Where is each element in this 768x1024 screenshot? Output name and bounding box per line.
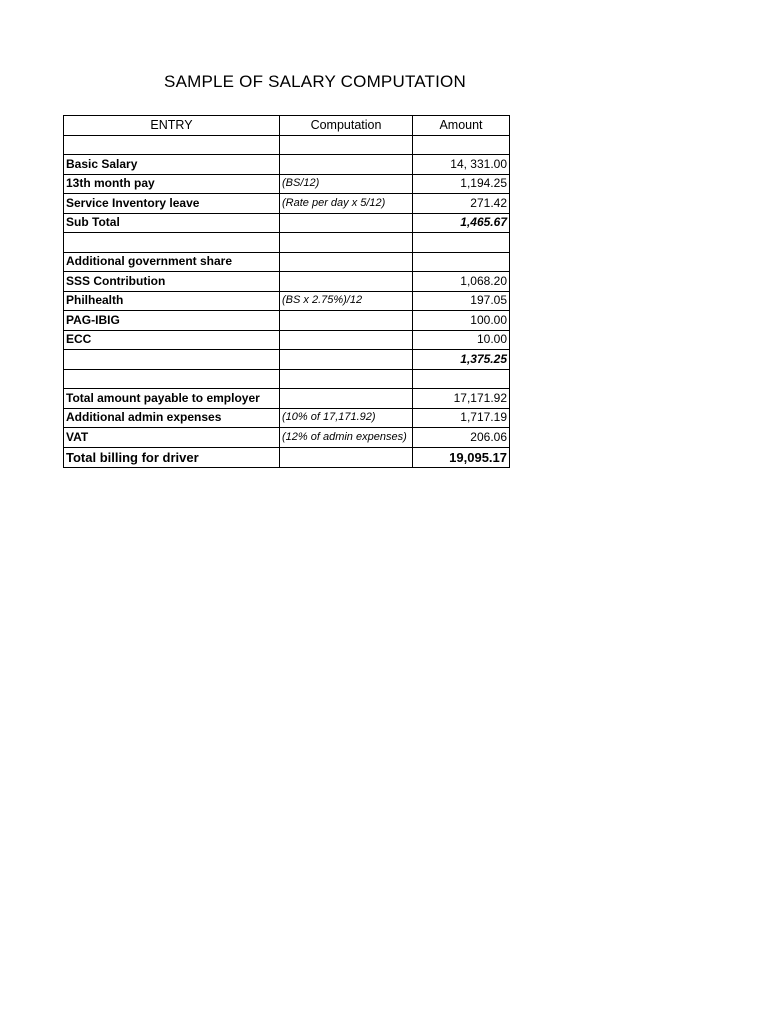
- table-row: [64, 252, 510, 272]
- entry-cell: [64, 369, 280, 389]
- entry-cell: Additional admin expenses: [64, 408, 280, 428]
- table-row: [64, 311, 510, 331]
- entry-cell: VAT: [64, 428, 280, 448]
- table-row: [64, 155, 510, 175]
- entry-cell: Total amount payable to employer: [64, 389, 280, 409]
- entry-cell: Sub Total: [64, 213, 280, 233]
- table-row: [64, 291, 510, 311]
- amount-cell: [413, 233, 510, 253]
- entry-cell: PAG-IBIG: [64, 311, 280, 331]
- amount-cell: 1,717.19: [413, 408, 510, 428]
- table-row: [64, 330, 510, 350]
- table-row: [64, 272, 510, 292]
- amount-cell: 271.42: [413, 194, 510, 214]
- amount-cell: 100.00: [413, 311, 510, 331]
- table-header-row: [64, 116, 510, 136]
- entry-cell: SSS Contribution: [64, 272, 280, 292]
- table-row: [64, 389, 510, 409]
- amount-cell: 17,171.92: [413, 389, 510, 409]
- amount-cell: [413, 369, 510, 389]
- table-row: [64, 194, 510, 214]
- computation-cell: [280, 135, 413, 155]
- computation-cell: (12% of admin expenses): [280, 428, 413, 448]
- header-entry: ENTRY: [64, 116, 280, 136]
- computation-cell: [280, 233, 413, 253]
- amount-cell: 1,194.25: [413, 174, 510, 194]
- computation-cell: [280, 272, 413, 292]
- entry-cell: 13th month pay: [64, 174, 280, 194]
- subtotal-amount-cell: 1,375.25: [413, 350, 510, 370]
- computation-cell: (10% of 17,171.92): [280, 408, 413, 428]
- entry-cell: [64, 135, 280, 155]
- amount-cell: 14, 331.00: [413, 155, 510, 175]
- entry-cell: [64, 233, 280, 253]
- total-label-cell: Total billing for driver: [64, 447, 280, 467]
- table-row: [64, 350, 510, 370]
- computation-cell: (BS x 2.75%)/12: [280, 291, 413, 311]
- entry-cell: [64, 350, 280, 370]
- computation-cell: [280, 330, 413, 350]
- table-row: [64, 408, 510, 428]
- amount-cell: 10.00: [413, 330, 510, 350]
- amount-cell: 206.06: [413, 428, 510, 448]
- page-title: SAMPLE OF SALARY COMPUTATION: [164, 72, 466, 91]
- table-row: [64, 213, 510, 233]
- computation-cell: [280, 213, 413, 233]
- computation-cell: [280, 350, 413, 370]
- computation-cell: [280, 252, 413, 272]
- entry-cell: ECC: [64, 330, 280, 350]
- header-computation: Computation: [280, 116, 413, 136]
- subtotal-amount-cell: 1,465.67: [413, 213, 510, 233]
- computation-cell: [280, 155, 413, 175]
- amount-cell: 197.05: [413, 291, 510, 311]
- total-amount-cell: 19,095.17: [413, 447, 510, 467]
- computation-cell: [280, 311, 413, 331]
- entry-cell: Service Inventory leave: [64, 194, 280, 214]
- entry-cell: Philhealth: [64, 291, 280, 311]
- computation-cell: [280, 389, 413, 409]
- amount-cell: [413, 252, 510, 272]
- entry-cell: Additional government share: [64, 252, 280, 272]
- salary-computation-table: [63, 115, 510, 468]
- table-row: [64, 135, 510, 155]
- table-row: [64, 428, 510, 448]
- computation-cell: [280, 369, 413, 389]
- computation-cell: (BS/12): [280, 174, 413, 194]
- computation-cell: (Rate per day x 5/12): [280, 194, 413, 214]
- computation-cell: [280, 447, 413, 467]
- total-row: [64, 447, 510, 467]
- table-row: [64, 369, 510, 389]
- table-row: [64, 233, 510, 253]
- header-amount: Amount: [413, 116, 510, 136]
- amount-cell: 1,068.20: [413, 272, 510, 292]
- entry-cell: Basic Salary: [64, 155, 280, 175]
- table-row: [64, 174, 510, 194]
- amount-cell: [413, 135, 510, 155]
